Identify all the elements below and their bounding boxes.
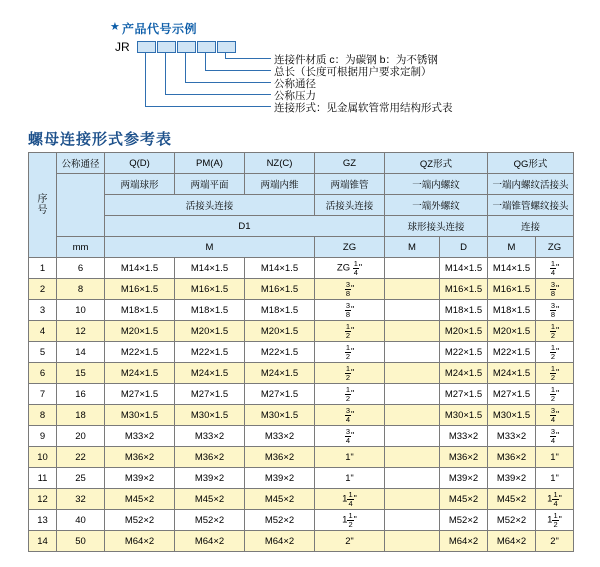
cell-qz-d: M16×1.5 (440, 279, 488, 300)
code-label-5: 连接形式：见金属软管常用结构形式表 (274, 102, 453, 114)
cell-nz: M24×1.5 (245, 363, 315, 384)
cell-qg-m: M45×2 (488, 489, 536, 510)
cell-qz-m (385, 363, 440, 384)
cell-pm: M14×1.5 (175, 258, 245, 279)
cell-qg-zg: $\frac{1}{2}$ " (536, 342, 574, 363)
cell-gz: 1 $\frac{1}{2}$ " (315, 510, 385, 531)
cell-qg-m: M64×2 (488, 531, 536, 552)
cell-gz: 1" (315, 468, 385, 489)
code-label-2: 总长（长度可根据用户要求定制） (274, 66, 432, 78)
cell-q: M27×1.5 (105, 384, 175, 405)
cell-dn: 15 (57, 363, 105, 384)
cell-qg-m: M30×1.5 (488, 405, 536, 426)
header-desc-pm: 两端平面 (175, 174, 245, 195)
cell-qg-zg: $\frac{3}{4}$ " (536, 405, 574, 426)
cell-q: M18×1.5 (105, 300, 175, 321)
cell-qg-m: M16×1.5 (488, 279, 536, 300)
header-ball-joint: 球形接头连接 (385, 216, 488, 237)
header-unit-qz-d: D (440, 237, 488, 258)
table-row (29, 279, 574, 300)
cell-qz-m (385, 258, 440, 279)
code-example-title: 产品代号示例 (122, 22, 198, 36)
cell-seq: 11 (29, 468, 57, 489)
cell-qz-d: M45×2 (440, 489, 488, 510)
cell-q: M30×1.5 (105, 405, 175, 426)
cell-gz: 2" (315, 531, 385, 552)
cell-q: M24×1.5 (105, 363, 175, 384)
cell-seq: 6 (29, 363, 57, 384)
cell-qz-d: M18×1.5 (440, 300, 488, 321)
cell-seq: 12 (29, 489, 57, 510)
cell-pm: M16×1.5 (175, 279, 245, 300)
cell-q: M22×1.5 (105, 342, 175, 363)
cell-pm: M30×1.5 (175, 405, 245, 426)
cell-qg-zg: 1 $\frac{1}{4}$ " (536, 489, 574, 510)
header-unit-qz-m: M (385, 237, 440, 258)
table-row (29, 258, 574, 279)
table-header-row-1 (29, 153, 574, 174)
cell-nz: M64×2 (245, 531, 315, 552)
table-body (29, 258, 574, 552)
header-group-gz: GZ (315, 153, 385, 174)
header-unit-mm: mm (57, 237, 105, 258)
cell-gz: $\frac{1}{2}$ " (315, 342, 385, 363)
cell-qg-m: M14×1.5 (488, 258, 536, 279)
product-code-example (0, 0, 600, 118)
cell-qz-d: M30×1.5 (440, 405, 488, 426)
cell-pm: M52×2 (175, 510, 245, 531)
table-row (29, 321, 574, 342)
header-joint-qz: 一端外螺纹 (385, 195, 488, 216)
header-desc-q: 两端球形 (105, 174, 175, 195)
cell-gz: $\frac{1}{2}$ " (315, 321, 385, 342)
header-unit-qg-zg: ZG (536, 237, 574, 258)
cell-qg-zg: 1" (536, 468, 574, 489)
cell-dn: 8 (57, 279, 105, 300)
code-prefix: JR (115, 40, 130, 54)
cell-dn: 32 (57, 489, 105, 510)
cell-qz-m (385, 321, 440, 342)
cell-qg-zg: 2" (536, 531, 574, 552)
cell-dn: 20 (57, 426, 105, 447)
cell-pm: M27×1.5 (175, 384, 245, 405)
table-header-row-2 (29, 174, 574, 195)
cell-qz-m (385, 405, 440, 426)
cell-gz: 1 $\frac{1}{4}$ " (315, 489, 385, 510)
header-group-qz: QZ形式 (385, 153, 488, 174)
cell-gz: $\frac{1}{2}$ " (315, 363, 385, 384)
cell-qg-zg: 1" (536, 447, 574, 468)
cell-qz-d: M64×2 (440, 531, 488, 552)
cell-q: M52×2 (105, 510, 175, 531)
cell-pm: M24×1.5 (175, 363, 245, 384)
cell-qz-m (385, 510, 440, 531)
cell-dn: 22 (57, 447, 105, 468)
header-unit-zg: ZG (315, 237, 385, 258)
cell-q: M33×2 (105, 426, 175, 447)
header-dn-blank (57, 174, 105, 237)
cell-seq: 9 (29, 426, 57, 447)
cell-qz-d: M52×2 (440, 510, 488, 531)
table-row (29, 342, 574, 363)
cell-gz: $\frac{1}{2}$ " (315, 384, 385, 405)
table-header-row-4 (29, 216, 574, 237)
table-header-row-5 (29, 237, 574, 258)
cell-q: M20×1.5 (105, 321, 175, 342)
cell-nz: M30×1.5 (245, 405, 315, 426)
header-joint-qg: 一端锥管螺纹接头 (488, 195, 574, 216)
nut-connection-table-wrap (28, 152, 573, 552)
table-row (29, 384, 574, 405)
cell-q: M39×2 (105, 468, 175, 489)
cell-gz: $\frac{3}{8}$ " (315, 300, 385, 321)
header-dn: 公称通径 (57, 153, 105, 174)
table-row (29, 489, 574, 510)
code-label-1: 连接件材质 c：为碳钢 b：为不锈钢 (274, 54, 438, 66)
cell-nz: M45×2 (245, 489, 315, 510)
header-desc-qg: 一端内螺纹活接头 (488, 174, 574, 195)
cell-qz-m (385, 342, 440, 363)
cell-qg-zg: $\frac{1}{4}$ " (536, 258, 574, 279)
cell-q: M64×2 (105, 531, 175, 552)
code-label-4: 公称压力 (274, 90, 316, 102)
cell-seq: 2 (29, 279, 57, 300)
cell-dn: 10 (57, 300, 105, 321)
table-row (29, 405, 574, 426)
cell-qz-m (385, 531, 440, 552)
header-seq: 序 号 (29, 153, 57, 258)
cell-qz-m (385, 426, 440, 447)
cell-seq: 5 (29, 342, 57, 363)
cell-q: M14×1.5 (105, 258, 175, 279)
star-icon: ★ (110, 21, 120, 33)
cell-qg-m: M52×2 (488, 510, 536, 531)
section-title: 螺母连接形式参考表 (28, 131, 173, 148)
leader-line-5 (145, 52, 271, 107)
header-desc-gz: 两端锥管 (315, 174, 385, 195)
cell-qg-zg: $\frac{3}{8}$ " (536, 300, 574, 321)
cell-nz: M22×1.5 (245, 342, 315, 363)
header-connect: 连接 (488, 216, 574, 237)
cell-nz: M36×2 (245, 447, 315, 468)
cell-gz: $\frac{3}{4}$ " (315, 405, 385, 426)
cell-nz: M18×1.5 (245, 300, 315, 321)
cell-qg-zg: $\frac{1}{2}$ " (536, 384, 574, 405)
cell-qg-m: M39×2 (488, 468, 536, 489)
header-unit-m: M (105, 237, 315, 258)
header-group-pm: PM(A) (175, 153, 245, 174)
cell-pm: M20×1.5 (175, 321, 245, 342)
cell-pm: M36×2 (175, 447, 245, 468)
cell-qz-m (385, 447, 440, 468)
cell-dn: 40 (57, 510, 105, 531)
cell-qz-d: M33×2 (440, 426, 488, 447)
cell-dn: 14 (57, 342, 105, 363)
cell-pm: M64×2 (175, 531, 245, 552)
table-row (29, 531, 574, 552)
cell-pm: M39×2 (175, 468, 245, 489)
cell-dn: 25 (57, 468, 105, 489)
cell-gz: $\frac{3}{4}$ " (315, 426, 385, 447)
code-label-3: 公称通径 (274, 78, 316, 90)
cell-qz-d: M20×1.5 (440, 321, 488, 342)
cell-qg-m: M22×1.5 (488, 342, 536, 363)
header-group-nz: NZ(C) (245, 153, 315, 174)
cell-qg-zg: $\frac{1}{2}$ " (536, 321, 574, 342)
cell-seq: 10 (29, 447, 57, 468)
cell-q: M36×2 (105, 447, 175, 468)
cell-nz: M33×2 (245, 426, 315, 447)
cell-seq: 3 (29, 300, 57, 321)
cell-qg-m: M24×1.5 (488, 363, 536, 384)
header-unit-qg-m: M (488, 237, 536, 258)
cell-gz: 1" (315, 447, 385, 468)
cell-gz: $\frac{3}{8}$ " (315, 279, 385, 300)
cell-qz-m (385, 384, 440, 405)
cell-dn: 18 (57, 405, 105, 426)
cell-q: M45×2 (105, 489, 175, 510)
cell-dn: 6 (57, 258, 105, 279)
cell-qg-m: M18×1.5 (488, 300, 536, 321)
cell-qz-d: M39×2 (440, 468, 488, 489)
header-desc-nz: 两端内维 (245, 174, 315, 195)
cell-dn: 12 (57, 321, 105, 342)
cell-nz: M14×1.5 (245, 258, 315, 279)
cell-qz-d: M22×1.5 (440, 342, 488, 363)
header-group-q: Q(D) (105, 153, 175, 174)
cell-nz: M27×1.5 (245, 384, 315, 405)
cell-seq: 7 (29, 384, 57, 405)
nut-connection-table (28, 152, 574, 552)
cell-qz-m (385, 279, 440, 300)
cell-qz-m (385, 489, 440, 510)
table-row (29, 447, 574, 468)
cell-qz-d: M14×1.5 (440, 258, 488, 279)
cell-qg-zg: $\frac{3}{4}$ " (536, 426, 574, 447)
cell-qz-m (385, 300, 440, 321)
cell-dn: 16 (57, 384, 105, 405)
cell-qz-d: M24×1.5 (440, 363, 488, 384)
cell-qg-zg: $\frac{3}{8}$ " (536, 279, 574, 300)
cell-qz-m (385, 468, 440, 489)
cell-seq: 8 (29, 405, 57, 426)
table-row (29, 300, 574, 321)
header-d1: D1 (105, 216, 385, 237)
cell-nz: M20×1.5 (245, 321, 315, 342)
cell-gz: ZG $\frac{1}{4}$ " (315, 258, 385, 279)
cell-qg-m: M33×2 (488, 426, 536, 447)
cell-pm: M22×1.5 (175, 342, 245, 363)
cell-q: M16×1.5 (105, 279, 175, 300)
header-joint-gz: 活接头连接 (315, 195, 385, 216)
table-row (29, 426, 574, 447)
cell-nz: M52×2 (245, 510, 315, 531)
table-row (29, 468, 574, 489)
cell-qg-m: M36×2 (488, 447, 536, 468)
table-header-row-3 (29, 195, 574, 216)
cell-qg-zg: 1 $\frac{1}{2}$ " (536, 510, 574, 531)
cell-nz: M16×1.5 (245, 279, 315, 300)
cell-seq: 4 (29, 321, 57, 342)
cell-pm: M45×2 (175, 489, 245, 510)
header-desc-qz: 一端内螺纹 (385, 174, 488, 195)
table-row (29, 363, 574, 384)
cell-seq: 1 (29, 258, 57, 279)
cell-qg-m: M20×1.5 (488, 321, 536, 342)
cell-pm: M33×2 (175, 426, 245, 447)
cell-seq: 14 (29, 531, 57, 552)
cell-qg-zg: $\frac{1}{2}$ " (536, 363, 574, 384)
cell-seq: 13 (29, 510, 57, 531)
cell-qz-d: M36×2 (440, 447, 488, 468)
header-joint-left: 活接头连接 (105, 195, 315, 216)
cell-dn: 50 (57, 531, 105, 552)
cell-nz: M39×2 (245, 468, 315, 489)
header-group-qg: QG形式 (488, 153, 574, 174)
cell-qg-m: M27×1.5 (488, 384, 536, 405)
cell-qz-d: M27×1.5 (440, 384, 488, 405)
cell-pm: M18×1.5 (175, 300, 245, 321)
table-row (29, 510, 574, 531)
